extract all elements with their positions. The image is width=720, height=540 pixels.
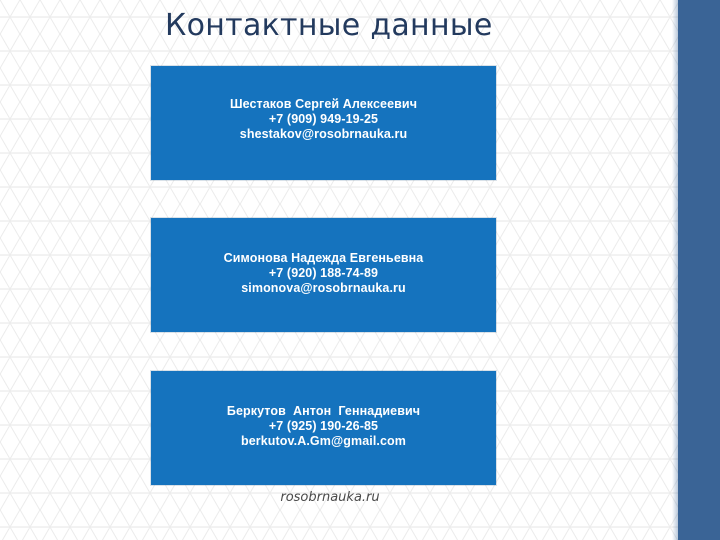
contact-phone[interactable]: +7 (920) 188-74-89 [268,266,379,280]
contact-phone[interactable]: +7 (909) 949-19-25 [268,112,379,126]
contact-card [151,371,496,485]
slide-title: Контактные данные [165,8,493,43]
contact-name: Шестаков Сергей Алексеевич [229,97,418,111]
contact-name: Симонова Надежда Евгеньевна [223,251,424,265]
contact-email[interactable]: berkutov.A.Gm@gmail.com [241,434,406,448]
contact-details [151,251,496,296]
contact-phone[interactable]: +7 (925) 190-26-85 [268,419,379,433]
contact-details [151,97,496,142]
contact-email[interactable]: shestakov@rosobrnauka.ru [239,127,408,141]
contact-card [151,66,496,180]
right-accent-bar [678,0,720,540]
contact-card [151,218,496,332]
footer-website[interactable]: rosobrnauka.ru [280,490,380,505]
contact-details [151,404,496,449]
contact-name: Беркутов Антон Геннадиевич [226,404,421,418]
contact-email[interactable]: simonova@rosobrnauka.ru [241,281,406,295]
